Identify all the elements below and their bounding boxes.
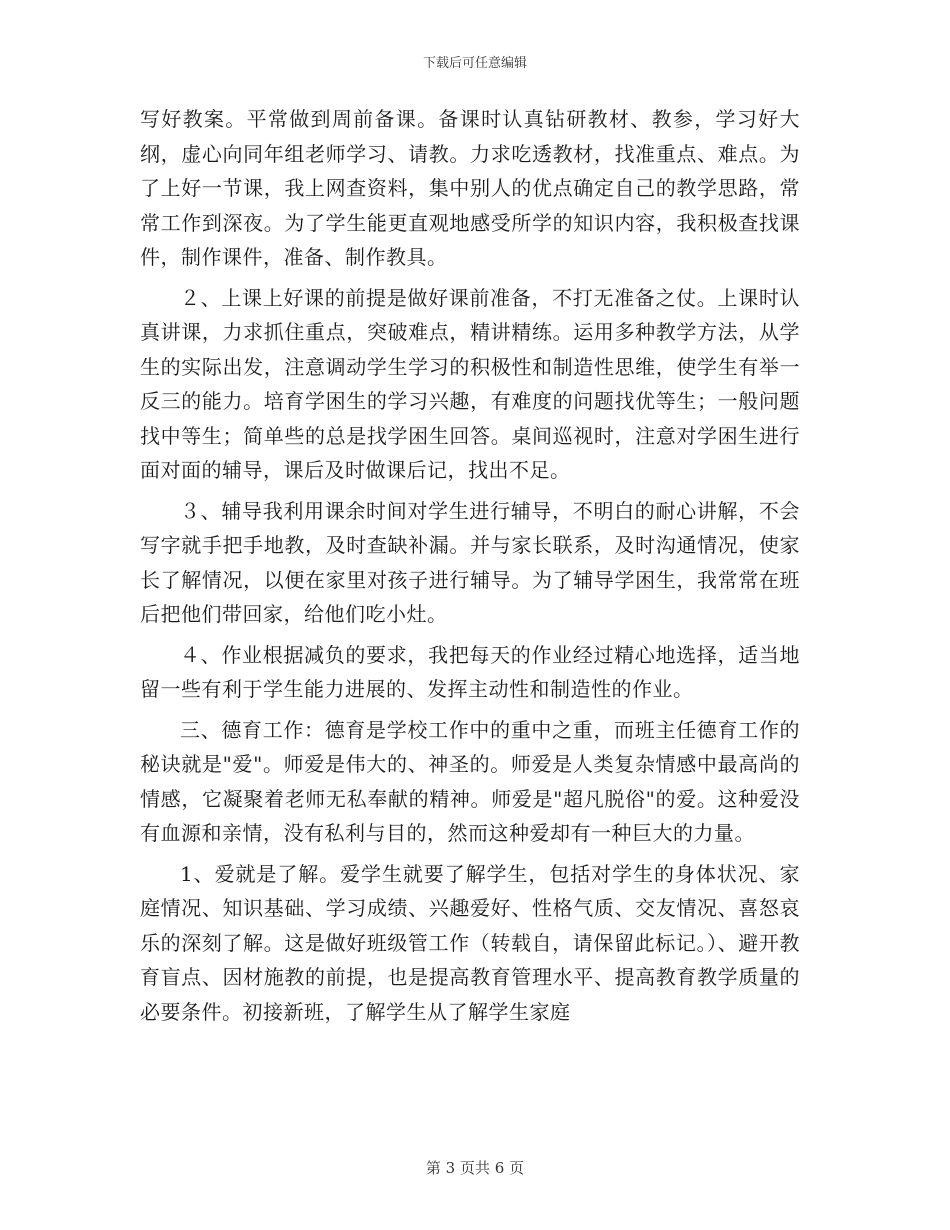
page-footer: 第 3 页共 6 页: [425, 1159, 525, 1177]
paragraph: ３、辅导我利用课余时间对学生进行辅导，不明白的耐心讲解，不会写字就手把手地教，及时查缺补漏。并与家长联系，及时沟通情况，使家长了解情况，以便在家里对孩子进行辅导。为了辅导学困生，我常常在班后把他们带回家，给他们吃小灶。: [140, 498, 800, 626]
paragraph: 三、德育工作：德育是学校工作中的重中之重，而班主任德育工作的秘诀就是"爱"。师爱是伟大的、神圣的。师爱是人类复杂情感中最高尚的情感，它凝聚着老师无私奉献的精神。师爱是"超凡脱俗"的爱。这种爱没有血源和亲情，没有私利与目的，然而这种爱却有一种巨大的力量。: [140, 717, 800, 845]
paragraph: ４、作业根据减负的要求，我把每天的作业经过精心地选择，适当地留一些有利于学生能力进展的、发挥主动性和制造性的作业。: [140, 642, 800, 701]
paragraph: ２、上课上好课的前提是做好课前准备，不打无准备之仗。上课时认真讲课，力求抓住重点，突破难点，精讲精练。运用多种教学方法，从学生的实际出发，注意调动学生学习的积极性和制造性思维，使学生有举一反三的能力。培育学困生的学习兴趣，有难度的问题找优等生；一般问题找中等生；简单些的总是找学困生回答。桌间巡视时，注意对学困生进行面对面的辅导，课后及时做课后记，找出不足。: [140, 285, 800, 482]
document-body: [140, 102, 800, 1029]
paragraph: 写好教案。平常做到周前备课。备课时认真钻研教材、教参，学习好大纲，虚心向同年组老师学习、请教。力求吃透教材，找准重点、难点。为了上好一节课，我上网查资料，集中别人的优点确定自己的教学思路，常常工作到深夜。为了学生能更直观地感受所学的知识内容，我积极查找课件，制作课件，准备、制作教具。: [140, 107, 800, 269]
page-header: 下载后可任意编辑: [422, 56, 527, 71]
paragraph: 1、爱就是了解。爱学生就要了解学生，包括对学生的身体状况、家庭情况、知识基础、学习成绩、兴趣爱好、性格气质、交友情况、喜怒哀乐的深刻了解。这是做好班级管工作（转载自，请保留此标记。）、避开教育盲点、因材施教的前提，也是提高教育管理水平、提高教育教学质量的必要条件。初接新班，了解学生从了解学生家庭: [140, 861, 800, 1024]
